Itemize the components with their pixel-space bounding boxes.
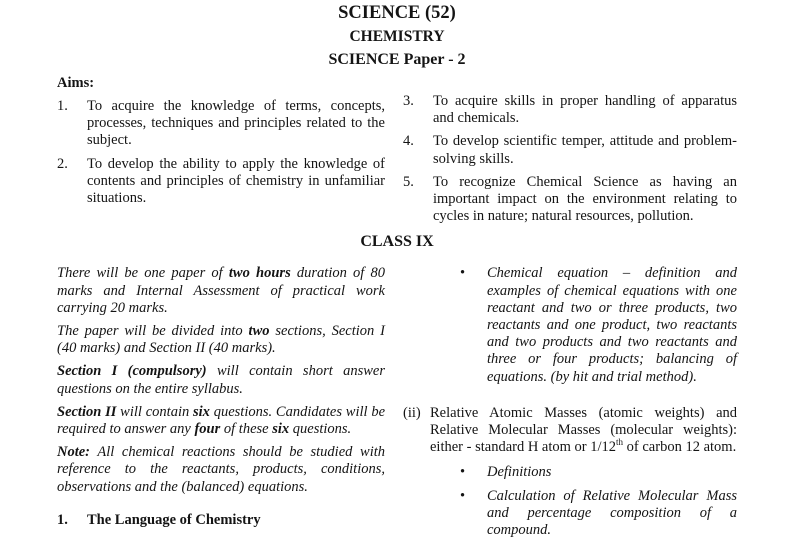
item-ii-label: (ii) [403,404,421,421]
bullet-icon: • [460,464,466,481]
subject-name: CHEMISTRY [349,28,445,45]
aims-heading: Aims: [57,75,95,91]
content-right-column [403,265,737,545]
aim-number: 1. [57,98,68,114]
definitions-bullet [403,464,737,481]
bullet-icon: • [460,265,466,282]
aim-item-2 [57,156,385,208]
chemical-equation-bullet [403,265,737,385]
intro-paragraph-section-i: Section I (compulsory) will contain short answer questions on the entire syllabus. [57,363,385,397]
topic-title: The Language of Chemistry [87,511,261,528]
item-ii-text: Relative Atomic Masses (atomic weights) and Relative Molecular Masses (molecular weights): either - standard H atom or 1/12th of carbon 12 atom. [430,404,737,456]
aim-item-1 [57,98,385,150]
class-ix-heading: CLASS IX [360,233,434,251]
aim-number: 5. [403,173,414,190]
paper-title: SCIENCE Paper - 2 [328,51,466,68]
bullet-icon: • [460,487,466,504]
aim-text: To acquire the knowledge of terms, concepts, processes, techniques and principles related to the subject. [87,98,385,149]
aim-text: To acquire skills in proper handling of apparatus and chemicals. [433,93,737,127]
bullet-text: Chemical equation – definition and examples of chemical equations with one reactant and two or three products, two reactants and one product, two reactants and two products and two reactants and three or four products; balancing of equations. (by hit and trial method). [487,265,737,385]
topic-number: 1. [57,511,68,528]
bullet-text: Calculation of Relative Molecular Mass and percentage composition of a compound. [487,487,737,539]
aim-text: To recognize Chemical Science as having an important impact on the environment relating to cycles in nature; natural resources, pollution. [433,173,737,225]
aim-item-5 [403,174,737,226]
class-ix-content [57,265,737,545]
relative-masses-sub-bullets [403,464,737,539]
intro-paragraph-section-ii: Section II will contain six questions. Candidates will be required to answer any four of these six questions. [57,403,386,438]
subject-code-title: SCIENCE (52) [338,3,456,23]
aims-left-column [57,75,385,225]
title-block [57,2,737,71]
aims-right-column [403,75,737,225]
intro-paragraph-exam-format: There will be one paper of two hours duration of 80 marks and Internal Assessment of practical work carrying 20 marks. [57,265,386,316]
aim-item-3 [403,93,737,127]
aim-text: To develop scientific temper, attitude and problem-solving skills. [433,133,737,167]
aims-section [57,75,737,225]
intro-paragraph-note: Note: All chemical reactions should be studied with reference to the reactants, products, conditions, observations and the (balanced) equations. [57,444,385,495]
aim-text: To develop the ability to apply the knowledge of contents and principles of chemistry in unfamiliar situations. [87,155,385,207]
bullet-text: Definitions [487,464,552,481]
calculation-bullet [403,488,737,540]
intro-paragraph-sections: The paper will be divided into two sections, Section I (40 marks) and Section II (40 marks). [57,323,385,357]
content-left-column [57,265,385,545]
aim-item-4 [403,133,737,167]
topic-heading-language-of-chemistry [57,512,385,529]
aim-number: 4. [403,133,414,150]
relative-masses-item [403,405,737,457]
aim-number: 2. [57,155,68,172]
aim-number: 3. [403,93,414,109]
